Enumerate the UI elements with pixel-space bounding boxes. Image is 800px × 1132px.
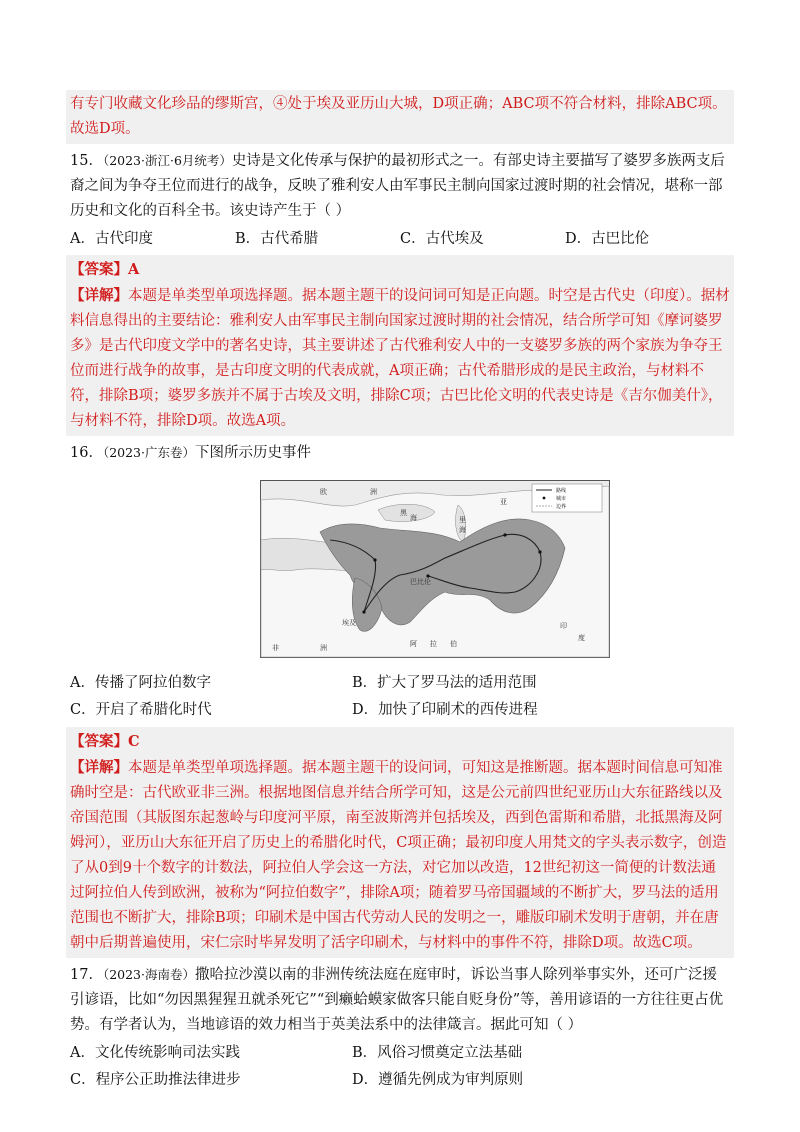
q17-option-d: D．遵循先例成为审判原则 (352, 1072, 524, 1088)
q16-option-a: A．传播了阿拉伯数字 (70, 675, 211, 691)
alexander-campaign-map (260, 480, 610, 658)
map-label-babylon: 巴比伦 (410, 578, 431, 586)
q16-options (70, 670, 730, 724)
map-label-zhou: 洲 (370, 488, 377, 496)
q15-options (70, 227, 730, 252)
question-15 (70, 148, 730, 224)
map-label-hai2: 海 (459, 526, 466, 534)
q15-detail: 本题是单类型单项选择题。据本题主题干的设问词可知是正向题。时空是古代史（印度）。据材料信息得出的主要结论：雅利安人由军事民主制向国家过渡时期的社会情况，结合所学可知《摩诃婆罗多》是古代印度文学中的著名史诗，其主要讲述了古代雅利安人中的一支婆罗多族的两个家族为争夺王位而进行战争的故事，是古印度文明的代表成就，A项正确；古代希腊形成的是民主政治，与材料不符，排除B项；婆罗多族并不属于古埃及文明，排除C项；古巴比伦文明的代表史诗是《吉尔伽美什》，与材料不符，排除D项。故选A项。 (70, 288, 730, 429)
previous-answer-block (66, 90, 734, 144)
map-label-yin: 印 (560, 622, 567, 630)
q16-answer: C (128, 733, 140, 750)
q17-option-a: A．文化传统影响司法实践 (70, 1045, 240, 1061)
map-label-ya: 亚 (500, 498, 507, 506)
map-label-la: 拉 (430, 640, 437, 648)
q16-stem: 下图所示历史事件 (195, 445, 311, 461)
q16-number: 16． (70, 445, 103, 461)
q16-answer-block (66, 727, 734, 958)
map-label-egypt: 埃及 (342, 619, 356, 627)
q15-detail-tag: 【详解】 (70, 287, 128, 304)
q16-option-b: B．扩大了罗马法的适用范围 (352, 675, 537, 691)
q16-answer-tag: 【答案】 (70, 733, 128, 750)
legend-city: 城市 (556, 496, 567, 502)
q16-detail: 本题是单类型单项选择题。据本题主题干的设问词，可知这是推断题。据本题时间信息可知准确时空是：古代欧亚非三洲。根据地图信息并结合所学可知，这是公元前四世纪亚历山大东征路线以及帝国范围（其版图东起葱岭与印度河平原，南至波斯湾并包括埃及，西到色雷斯和希腊，北抵黑海及阿姆河），亚历山大东征开启了历史上的希腊化时代，C项正确；最初印度人用梵文的字头表示数字，创造了从0到9十个数字的计数法，阿拉伯人学会这一方法，对它加以改造，12世纪初这一简便的计数法通过阿拉伯人传到欧洲，被称为“阿拉伯数字”，排除A项；随着罗马帝国疆域的不断扩大，罗马法的适用范围也不断扩大，排除B项；印刷术是中国古代劳动人民的发明之一，雕版印刷术发明于唐朝，并在唐朝中后期普遍使用，宋仁宗时毕昇发明了活字印刷术，与材料中的事件不符，排除D项。故选C项。 (70, 760, 727, 951)
q15-answer-tag: 【答案】 (70, 261, 128, 278)
previous-answer-line2: 故选D项。 (70, 121, 140, 137)
map-label-a: 阿 (410, 640, 417, 648)
question-16 (70, 440, 730, 466)
q17-number: 17． (70, 967, 103, 983)
q17-stem: 撒哈拉沙漠以南的非洲传统法庭在庭审时，诉讼当事人除列举事实外，还可广泛援引谚语，比如“勿因黑猩猩丑就杀死它”“到癞蛤蟆家做客只能自贬身份”等，善用谚语的一方往往更占优势。有学者认为，当地谚语的效力相当于英美法系中的法律箴言。据此可知（ ） (70, 967, 724, 1033)
question-17 (70, 962, 730, 1038)
q15-option-d: D．古巴比伦 (565, 231, 650, 247)
map-label-li: 里 (459, 516, 466, 524)
map-label-du: 度 (578, 634, 585, 642)
map-label-hei: 黑 (400, 509, 407, 517)
map-label-zhou2: 洲 (320, 644, 327, 652)
map-label-ou: 欧 (320, 488, 327, 496)
q16-source: （2023·广东卷） (102, 445, 195, 460)
q15-stem: 史诗是文化传承与保护的最初形式之一。有部史诗主要描写了婆罗多族两支后裔之间为争夺王位而进行的战争，反映了雅利安人由军事民主制向国家过渡时期的社会情况，堪称一部历史和文化的百科全书。该史诗产生于（ ） (70, 153, 725, 219)
q17-source: （2023·海南卷） (102, 967, 195, 982)
q16-detail-tag: 【详解】 (70, 759, 128, 776)
q15-source: （2023·浙江·6月统考） (102, 153, 232, 168)
map-label-fei: 非 (272, 644, 279, 652)
map-label-bo: 伯 (450, 640, 457, 648)
map-label-hai: 海 (410, 514, 417, 522)
legend-route: 路线 (556, 488, 567, 494)
q15-option-c: C．古代埃及 (400, 231, 484, 247)
q15-answer-block (66, 255, 734, 436)
q15-number: 15． (70, 153, 103, 169)
q17-option-b: B．风俗习惯奠定立法基础 (352, 1045, 523, 1061)
q16-option-d: D．加快了印刷术的西传进程 (352, 702, 538, 718)
q15-option-a: A．古代印度 (70, 231, 153, 247)
document-page (70, 90, 730, 1094)
q16-option-c: C．开启了希腊化时代 (70, 702, 212, 718)
previous-answer-line1: 有专门收藏文化珍品的缪斯宫，④处于埃及亚历山大城，D项正确；ABC项不符合材料，排除ABC项。 (70, 96, 727, 112)
q17-option-c: C．程序公正助推法律进步 (70, 1072, 241, 1088)
q17-options (70, 1040, 730, 1094)
legend-border: 边界 (556, 504, 567, 510)
q15-answer: A (128, 261, 140, 278)
q15-option-b: B．古代希腊 (235, 231, 319, 247)
